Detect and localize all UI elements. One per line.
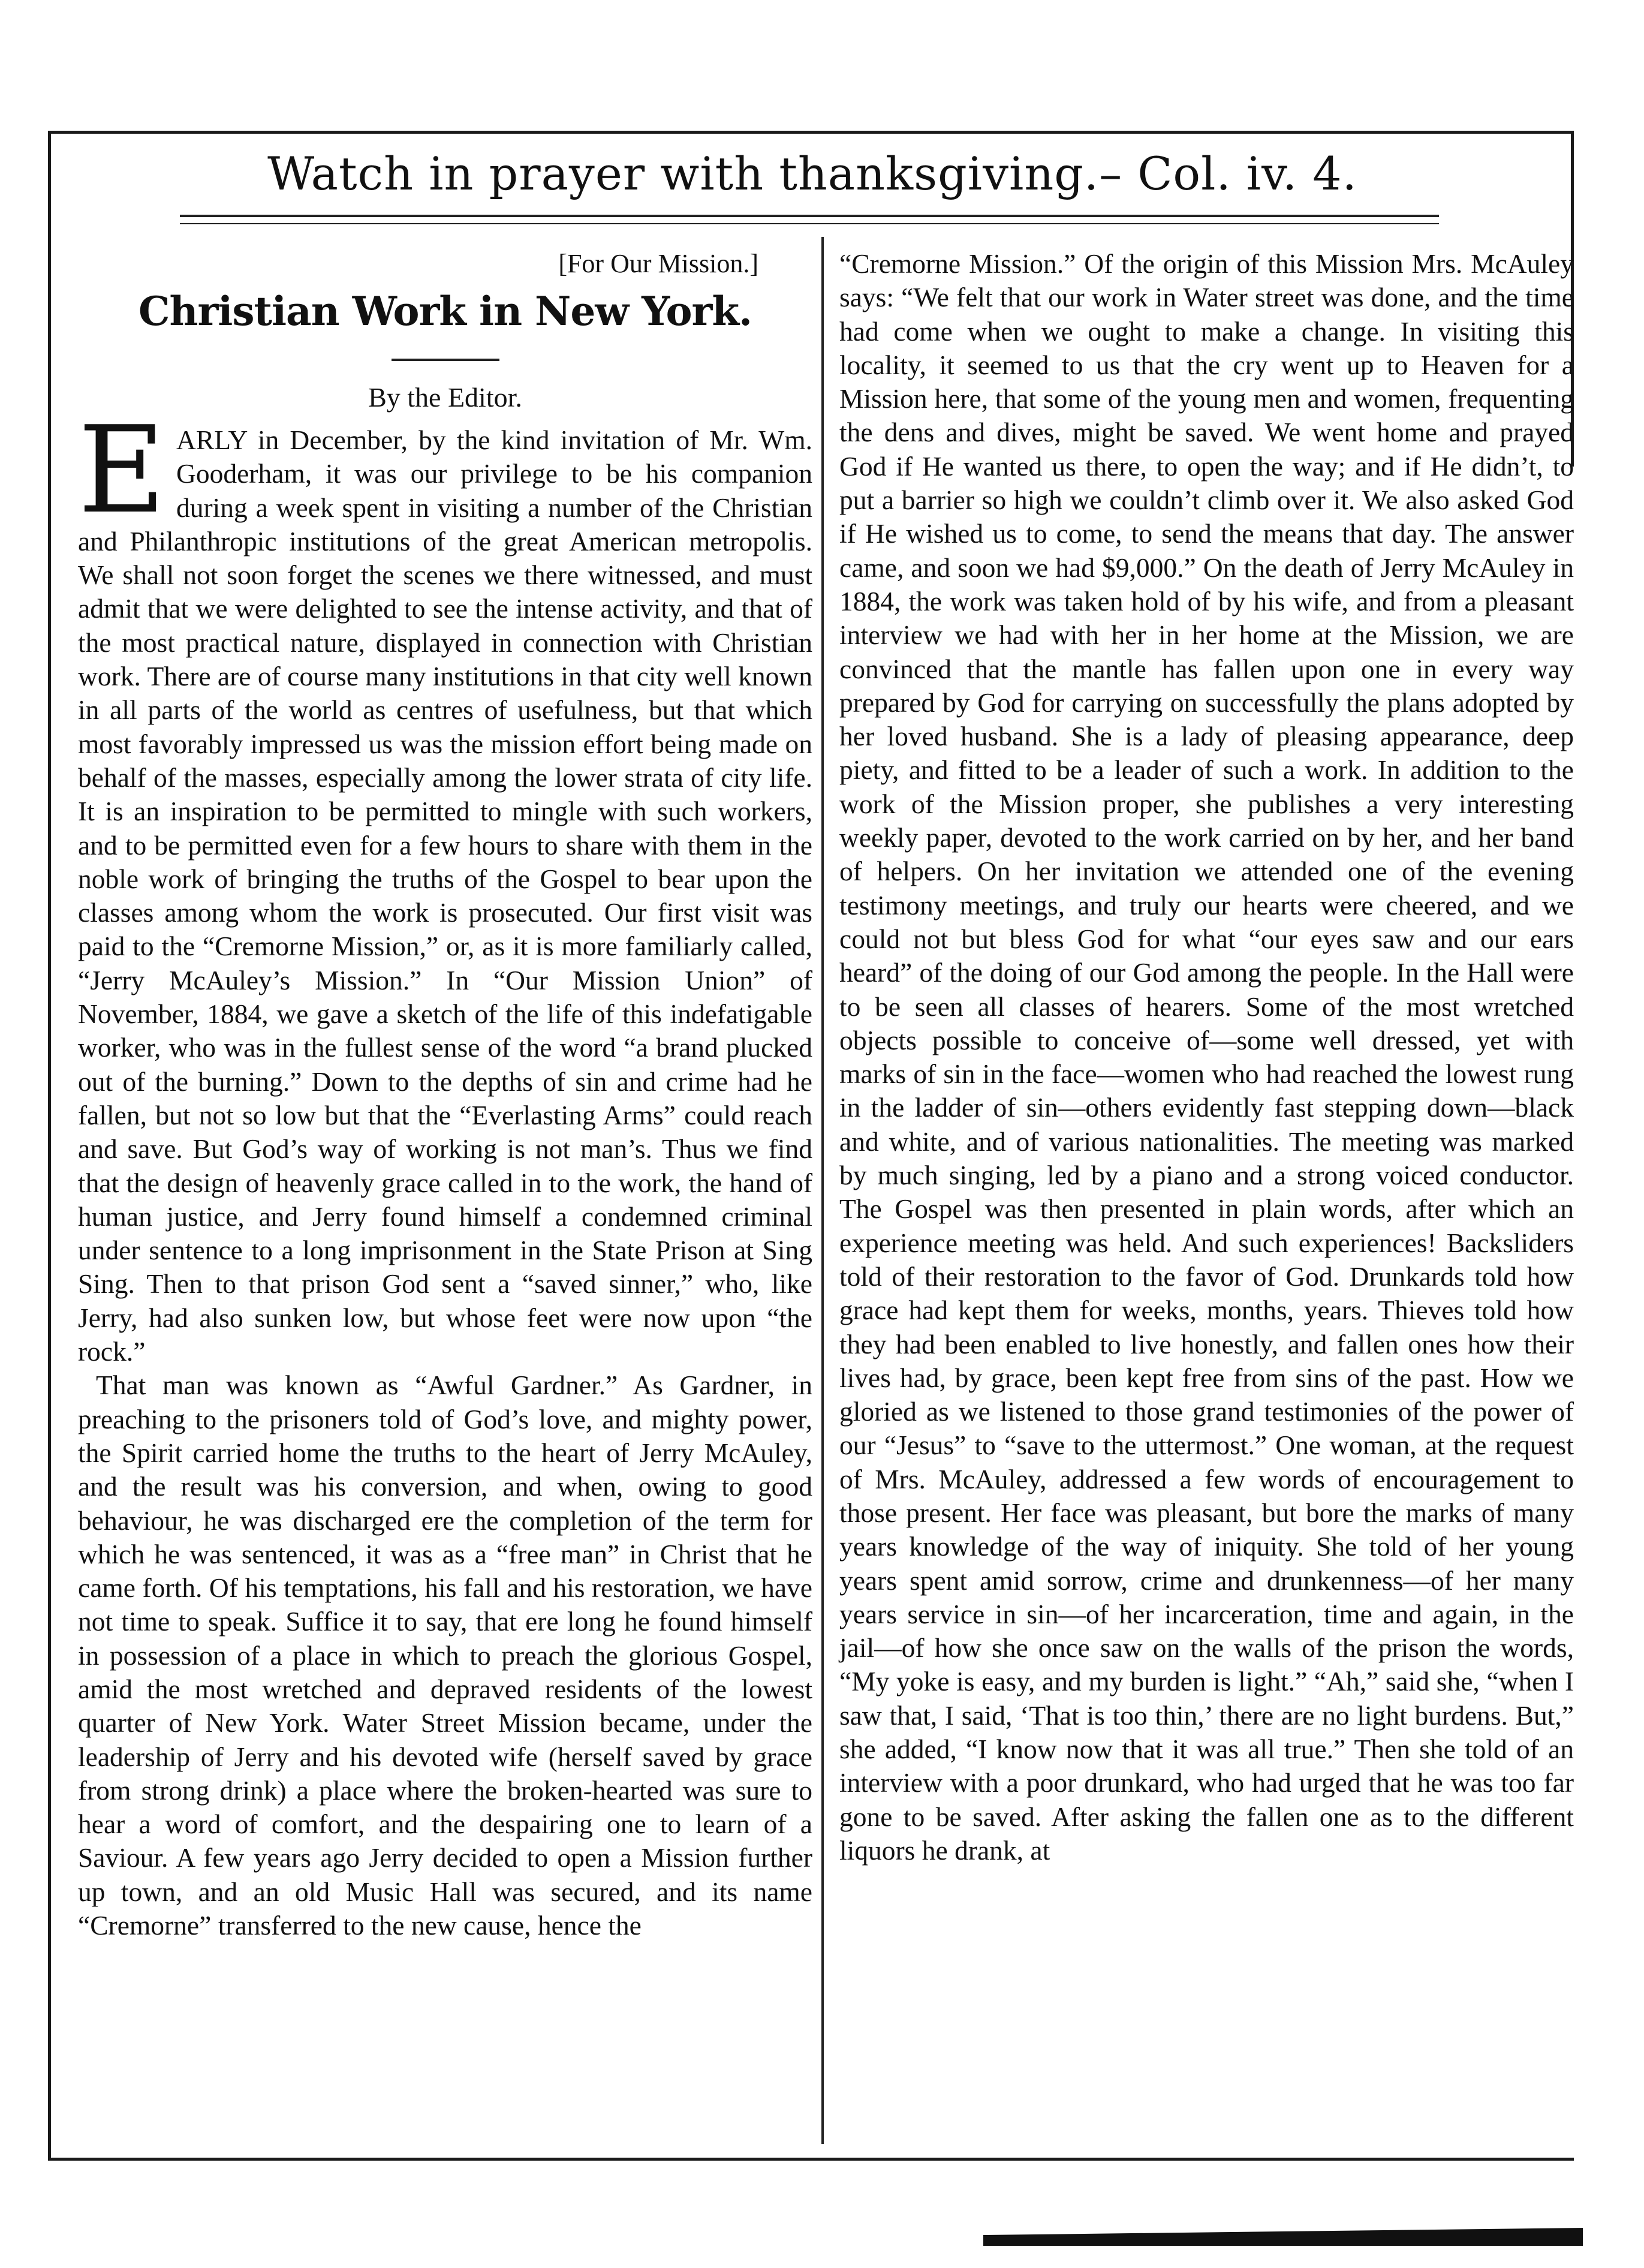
page-header-verse: Watch in prayer with thanksgiving.– Col. iv. 4. xyxy=(267,147,1357,200)
header-rule-thick xyxy=(180,215,1439,217)
for-label: [For Our Mission.] xyxy=(558,249,758,278)
page-border-bottom xyxy=(48,2158,1574,2161)
scan-ink-mark xyxy=(983,2228,1583,2246)
page-border-left xyxy=(48,131,51,2158)
drop-cap: E xyxy=(78,401,165,540)
paragraph: “Cremorne Mission.” Of the origin of this Mission Mrs. McAuley says: “We felt that our work in Water street was done, and the time had come when we ought to make a change. In visiting this locality, it seemed to us that the cry went up to Heaven for a Mission here, that some of the young men and women, frequenting the dens and dives, might be saved. We went home and prayed God if He wanted us there, to open the way; and if He didn’t, to put a barrier so high we couldn’t climb over it. We also asked God if He wished us to come, to send the means that day. The answer came, and soon we had $9,000.” On the death of Jerry McAuley in 1884, the work was taken hold of by his wife, and from a pleasant interview we had with her in her home at the Mission, we are convinced that the mantle has fallen upon one in every way prepared by God for carrying on successfully the plans adopted by her loved husband. She is a lady of pleasing appearance, deep piety, and fitted to be a leader of such a work. In addition to the work of the Mission proper, she publishes a very interesting weekly paper, devoted to the work carried on by her, and her band of helpers. On her invitation we attended one of the evening testimony meetings, and truly our hearts were cheered, and we could not but bless God for what “our eyes saw and our ears heard” of the doing of our God among the people. In the Hall were to be seen all classes of hearers. Some of the most wretched objects possible to conceive of—some well dressed, yet with marks of sin in the face—women who had reached the lowest rung in the ladder of sin—others evidently fast stepping down—black and white, and of various nationalities. The meeting was marked by much singing, led by a piano and a strong voiced conductor. The Gospel was then presented in plain words, after which an experience meeting was held. And such experiences! Backsliders told of their restoration to the favor of God. Drunkards told how grace had kept them for weeks, months, years. Thieves told how they had been enabled to live honestly, and fallen ones how their lives had, by grace, been kept free from sins of the past. How we gloried as we listened to those grand testimonies of the power of our “Jesus” to “save to the uttermost.” One woman, at the request of Mrs. McAuley, addressed a few words of encouragement to those present. Her face was pleasant, but bore the marks of many years knowledge of the way of iniquity. She told of her young years spent amid sorrow, crime and drunkenness—of her many years service in sin—of her incarceration, time and again, in the jail—of how she once saw on the walls of the prison the words, “My yoke is easy, and my burden is light.” “Ah,” said she, “when I saw that, I said, ‘That is too thin,’ there are no light burdens. But,” she added, “I know now that it was all true.” Then she told of an interview with a poor drunkard, who had urged that he was too far gone to be saved. After asking the fallen one as to the different liquors he drank, at xyxy=(839,248,1574,1866)
paragraph-text: ARLY in December, by the kind invitation of Mr. Wm. Gooderham, it was our privilege to be his companion during a week spent in visiting a number of the Christian and Philanthropic institutions of the great American metropolis. We shall not soon forget the scenes we there witnessed, and must admit that we were delighted to see the intense activity, and that of the most practical nature, displayed in connection with Christian work. There are of course many institutions in that city well known in all parts of the world as centres of usefulness, but that which most favorably impressed us was the mission effort being made on behalf of the masses, especially among the lower strata of city life. It is an inspiration to be permitted to mingle with such workers, and to be permitted even for a few hours to share with them in the noble work of bringing the truths of the Gospel to bear upon the classes among whom the work is prosecuted. Our first visit was paid to the “Cremorne Mission,” or, as it is more familiarly called, “Jerry McAuley’s Mission.” In “Our Mission Union” of November, 1884, we gave a sketch of the life of this indefatigable worker, who was in the fullest sense of the word “a brand plucked out of the burning.” Down to the depths of sin and crime had he fallen, but not so low but that the “Everlasting Arms” could reach and save. But God’s way of working is not man’s. Thus we find that the design of heavenly grace called in to the work, the hand of human justice, and Jerry found himself a condemned criminal under sentence to a long imprisonment in the State Prison at Sing Sing. Then to that prison God sent a “saved sinner,” who, like Jerry, had also sunken low, but whose feet were now upon “the rock.” xyxy=(78,425,812,1367)
article-title: Christian Work in New York. xyxy=(138,288,752,335)
title-rule xyxy=(392,359,499,361)
column-divider xyxy=(821,237,824,2144)
article-byline: By the Editor. xyxy=(368,382,522,413)
page-border-top xyxy=(48,131,1574,134)
paragraph: That man was known as “Awful Gardner.” As Gardner, in preaching to the prisoners told of God’s love, and mighty power, the Spirit carried home the truths to the heart of Jerry McAuley, and the result was his conversion, and when, owing to good behaviour, he was discharged ere the completion of the term for which he was sentenced, it was as a “free man” in Christ that he came forth. Of his temptations, his fall and his restoration, we have not time to speak. Suffice it to say, that ere long he found himself in possession of a place in which to preach the glorious Gospel, amid the most wretched and depraved residents of the lowest quarter of New York. Water Street Mission became, under the leadership of Jerry and his devoted wife (herself saved by grace from strong drink) a place where the broken-hearted was sure to hear a word of comfort, and the despairing one to learn of a Saviour. A few years ago Jerry decided to open a Mission further up town, and an old Music Hall was secured, and its name “Cremorne” transferred to the new cause, hence the xyxy=(78,1370,812,1941)
header-rule-thin xyxy=(180,223,1439,224)
right-column xyxy=(839,247,1574,1867)
paragraph xyxy=(78,401,812,1368)
left-column xyxy=(78,246,812,1942)
